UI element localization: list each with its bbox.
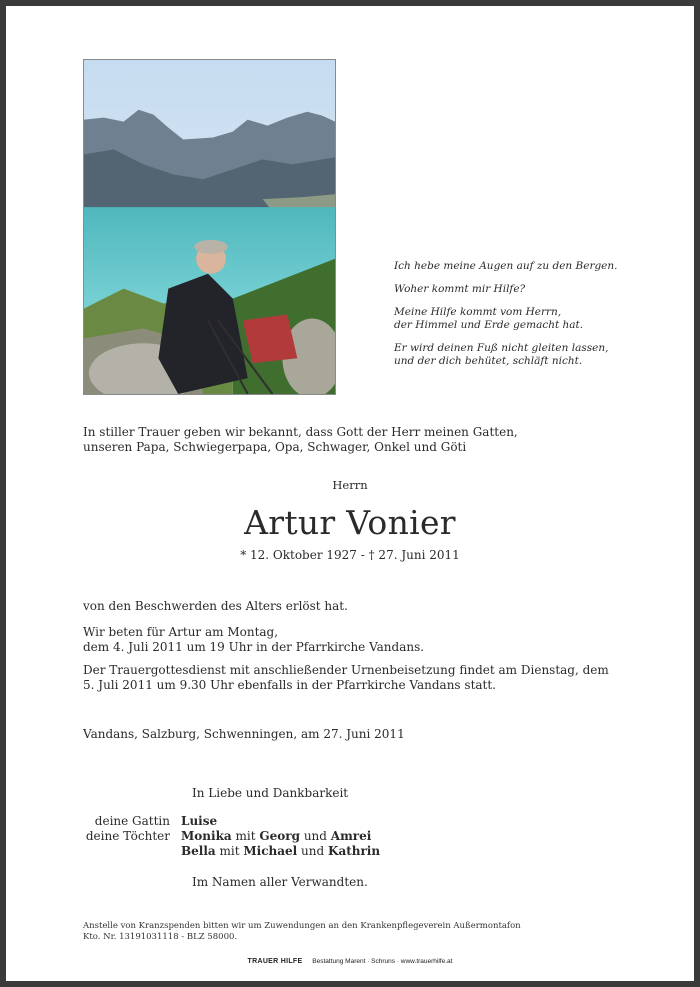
family-row-daughter-2 [83,844,380,859]
funeral-service-announcement: Der Trauergottesdienst mit anschließender Urnenbeisetzung findet am Dienstag, dem 5. Juli 2011 um 9.30 Uhr ebenfalls in der Pfarrkirche Vandans statt. [83,663,609,692]
daughter-1-spouse: Georg [259,829,300,843]
psalm-quote [394,260,654,378]
donation-note: Anstelle von Kranzspenden bitten wir um Zuwendungen an den Krankenpflegeverein Außermontafon Kto. Nr. 13191031118 - BLZ 58000. [83,921,521,942]
announcement-intro: In stiller Trauer geben wir bekannt, dass Gott der Herr meinen Gatten, unseren Papa, Schwiegerpapa, Opa, Schwager, Onkel und Göti [83,425,518,454]
closing-love: In Liebe und Dankbarkeit [192,786,349,800]
footer-brand: TRAUER HILFE [247,958,303,965]
psalm-line-4: Er wird deinen Fuß nicht gleiten lassen, und der dich behütet, schläft nicht. [394,342,609,367]
footer-text: Bestattung Marent · Schruns · www.trauerhilfe.at [312,958,453,965]
daughter-1-name: Monika [181,829,232,843]
relieved-text: von den Beschwerden des Alters erlöst hat. [83,599,348,613]
connector-with: mit [235,829,256,843]
psalm-line-2: Woher kommt mir Hilfe? [394,283,526,295]
connector-with: mit [219,844,240,858]
footer [0,958,700,965]
daughter-1-child: Amrei [330,829,372,843]
role-wife: deine Gattin [94,814,170,828]
portrait-photo [83,59,336,395]
prayer-announcement: Wir beten für Artur am Montag, dem 4. Juli 2011 um 19 Uhr in der Pfarrkirche Vandans. [83,625,425,654]
psalm-line-3: Meine Hilfe kommt vom Herrn, der Himmel und Erde gemacht hat. [394,306,584,331]
connector-and: und [303,829,327,843]
daughter-2-spouse: Michael [243,844,298,858]
wife-name: Luise [181,814,218,828]
family-row-wife [83,814,380,829]
closing-relatives: Im Namen aller Verwandten. [192,875,368,889]
daughter-2-name: Bella [181,844,216,858]
life-dates: * 12. Oktober 1927 - † 27. Juni 2011 [240,548,460,562]
family-list [83,814,380,859]
psalm-line-1: Ich hebe meine Augen auf zu den Bergen. [394,260,618,272]
portrait-photo-image [84,60,335,394]
family-row-daughter-1 [83,829,380,844]
role-daughters: deine Töchter [85,829,170,843]
place-and-date: Vandans, Salzburg, Schwenningen, am 27. Juni 2011 [83,727,405,741]
honorific: Herrn [332,478,368,492]
deceased-name: Artur Vonier [244,503,456,542]
daughter-2-child: Kathrin [328,844,381,858]
connector-and: und [301,844,325,858]
